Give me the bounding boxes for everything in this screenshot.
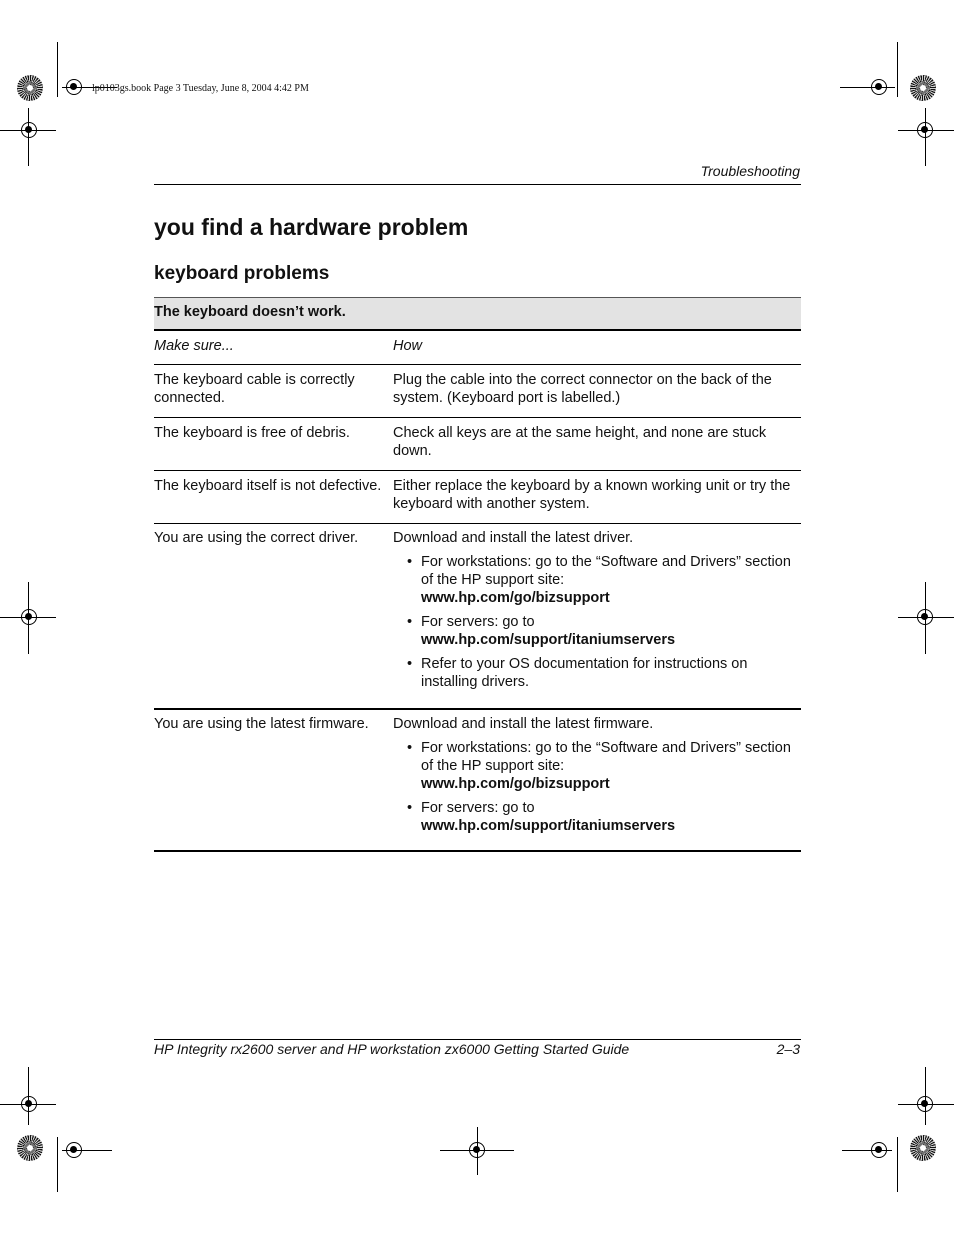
bullet-text: For workstations: go to the “Software and Drivers” section of the HP support site:: [421, 554, 791, 588]
support-link[interactable]: www.hp.com/go/bizsupport: [421, 590, 610, 606]
table-column-headers: [154, 331, 801, 365]
bullet-list: [393, 553, 801, 691]
bullet-item: [393, 553, 801, 607]
row-action: [393, 529, 801, 708]
column-header-how: How: [393, 338, 423, 354]
row-action: Either replace the keyboard by a known working unit or try the keyboard with another system.: [393, 478, 791, 512]
row-condition: You are using the latest firmware.: [154, 716, 369, 732]
row-action: [393, 715, 801, 850]
table-row: [154, 524, 801, 710]
table-row: [154, 710, 801, 852]
row-condition: The keyboard cable is correctly connected.: [154, 372, 355, 406]
bullet-text: For workstations: go to the “Software and Drivers” section of the HP support site:: [421, 740, 791, 774]
footer-title: HP Integrity rx2600 server and HP workstation zx6000 Getting Started Guide: [154, 1041, 630, 1057]
row-condition: You are using the correct driver.: [154, 530, 359, 546]
bullet-item: [393, 739, 801, 793]
table-row: [154, 471, 801, 524]
support-link[interactable]: www.hp.com/go/bizsupport: [421, 776, 610, 792]
row-condition: The keyboard itself is not defective.: [154, 478, 382, 494]
table-row: [154, 365, 801, 418]
section-heading: you find a hardware problem: [154, 214, 469, 240]
bullet-text: For servers: go to: [421, 800, 535, 816]
subsection-heading: keyboard problems: [154, 263, 330, 284]
table-title: The keyboard doesn’t work.: [154, 297, 801, 331]
row-action-text: Download and install the latest firmware.: [393, 716, 654, 732]
bullet-list: [393, 739, 801, 835]
page-number: 2–3: [776, 1041, 800, 1057]
row-action: Plug the cable into the correct connector on the back of the system. (Keyboard port is labelled.): [393, 372, 772, 406]
footer-rule: [154, 1039, 801, 1040]
header-rule: [154, 184, 801, 185]
bullet-item: [393, 799, 801, 835]
row-action: Check all keys are at the same height, and none are stuck down.: [393, 425, 767, 459]
running-head: Troubleshooting: [700, 163, 800, 179]
table-row: [154, 418, 801, 471]
print-slug: lp0103gs.book Page 3 Tuesday, June 8, 2004 4:42 PM: [92, 83, 309, 94]
bullet-text: For servers: go to: [421, 614, 535, 630]
troubleshooting-table: [154, 297, 801, 852]
bullet-text: Refer to your OS documentation for instructions on installing drivers.: [421, 656, 748, 690]
support-link[interactable]: www.hp.com/support/itaniumservers: [421, 632, 676, 648]
column-header-make-sure: Make sure...: [154, 338, 234, 354]
bullet-item: [393, 655, 801, 691]
bullet-item: [393, 613, 801, 649]
row-condition: The keyboard is free of debris.: [154, 425, 350, 441]
row-action-text: Download and install the latest driver.: [393, 530, 634, 546]
support-link[interactable]: www.hp.com/support/itaniumservers: [421, 818, 676, 834]
